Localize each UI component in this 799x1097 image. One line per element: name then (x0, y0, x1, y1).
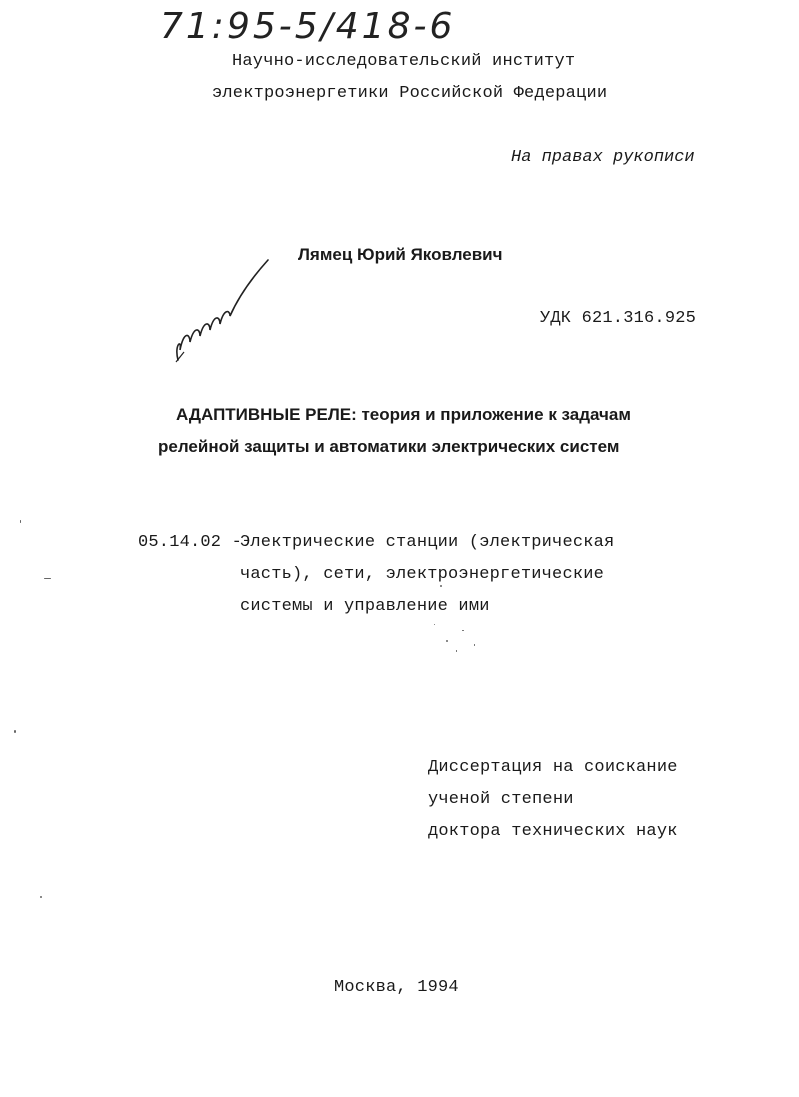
scan-speck (20, 520, 21, 523)
title-line-1: АДАПТИВНЫЕ РЕЛЕ: теория и приложение к задачам (176, 405, 631, 424)
specialty-line-2: часть), сети, электроэнергетические (240, 565, 605, 584)
scan-speck (474, 644, 475, 646)
specialty-code: 05.14.02 - (138, 533, 243, 552)
scan-speck (44, 578, 51, 579)
dissertation-line-1: Диссертация на соискание (428, 758, 678, 777)
specialty-line-3: системы и управление ими (240, 597, 490, 616)
manuscript-note: На правах рукописи (511, 148, 695, 167)
dissertation-line-2: ученой степени (428, 790, 574, 809)
city-year: Москва, 1994 (334, 978, 459, 997)
institution-line-2: электроэнергетики Российской Федерации (212, 84, 608, 103)
udc-code: УДК 621.316.925 (540, 309, 697, 328)
scan-speck (462, 630, 464, 631)
scan-speck (440, 585, 442, 587)
scan-speck (446, 640, 448, 642)
scan-speck (434, 624, 435, 625)
scan-speck (14, 730, 16, 733)
author-name: Лямец Юрий Яковлевич (298, 245, 503, 264)
scan-speck (40, 896, 42, 898)
dissertation-line-3: доктора технических наук (428, 822, 678, 841)
title-line-2: релейной защиты и автоматики электрических систем (158, 437, 620, 456)
specialty-line-1: Электрические станции (электрическая (240, 533, 615, 552)
archive-number: 71:95-5/418-6 (160, 6, 456, 47)
institution-line-1: Научно-исследовательский институт (232, 52, 576, 71)
signature-icon (160, 250, 280, 370)
scan-speck (456, 650, 457, 652)
